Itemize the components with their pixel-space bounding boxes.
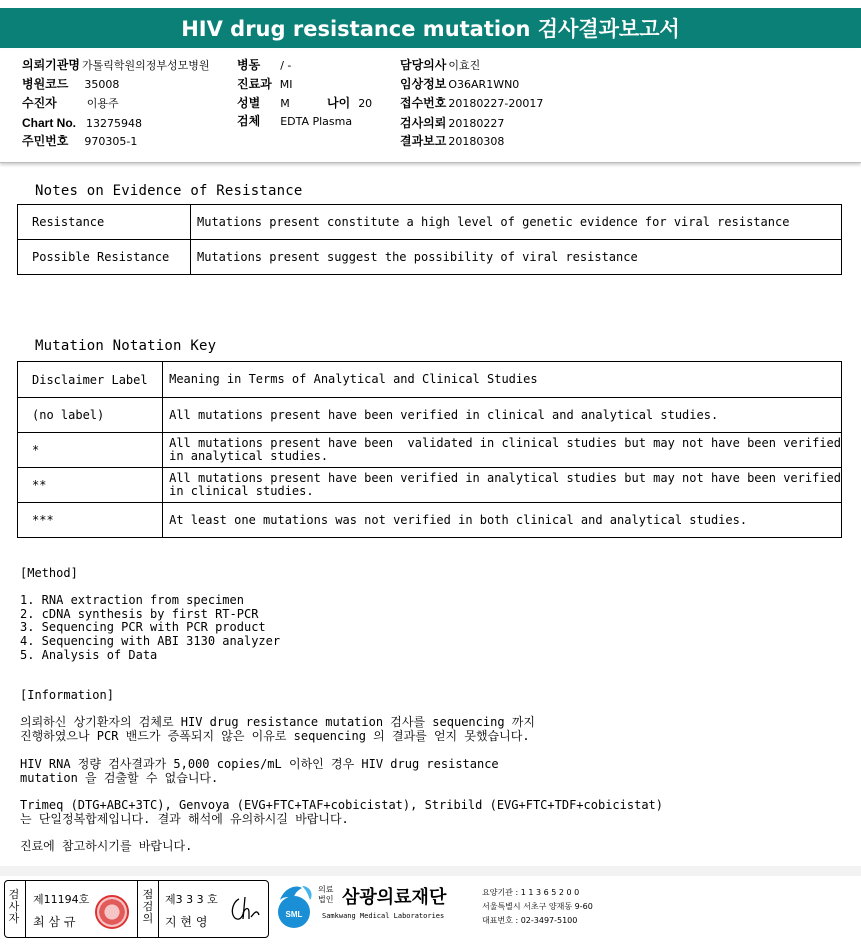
receipt-no-field: 접수번호 20180227-20017: [400, 96, 544, 110]
report-title: HIV drug resistance mutation 검사결과보고서: [0, 8, 861, 48]
patient-info-panel: [0, 50, 861, 163]
report-date-field: 결과보고 20180308: [400, 134, 505, 148]
information-title: [Information]: [20, 688, 114, 702]
signature-box: [4, 880, 269, 938]
resident-no-field: 주민번호 970305-1: [22, 134, 138, 148]
evidence-label: Resistance: [18, 205, 191, 240]
table-row: [18, 362, 842, 398]
method-step: 2. cDNA synthesis by first RT-PCR: [20, 607, 259, 621]
notation-text: At least one mutations was not verified in both clinical and analytical studies.: [163, 503, 842, 538]
chart-no-field: Chart No. 13275948: [22, 116, 142, 130]
notation-text: All mutations present have been verified in analytical studies but may not have been verified in clinical studies.: [163, 468, 842, 503]
method-step: 1. RNA extraction from specimen: [20, 593, 244, 607]
request-date-field: 검사의뢰 20180227: [400, 116, 505, 130]
sex-field: 성별 M: [237, 96, 290, 110]
hospital-code-field: 병원코드 35008: [22, 77, 120, 91]
samkwang-logo-block: [272, 880, 861, 936]
evidence-text: Mutations present constitute a high level of genetic evidence for viral resistance: [191, 205, 842, 240]
information-paragraph: 진료에 참고하시기를 바랍니다.: [20, 839, 193, 853]
logo-text: SML: [285, 910, 303, 919]
table-row: [18, 398, 842, 433]
notation-label: Disclaimer Label: [18, 362, 163, 398]
method-step: 5. Analysis of Data: [20, 648, 158, 662]
phone: 대표번호 : 02-3497-5100: [482, 916, 578, 925]
org-contact: [482, 886, 593, 928]
divider: [158, 881, 159, 937]
divider: [137, 881, 138, 937]
org-name: 삼광의료재단: [342, 887, 447, 908]
reviewer-name: 지 현 영: [165, 915, 208, 929]
notation-section-title: Mutation Notation Key: [35, 338, 217, 354]
evidence-label: Possible Resistance: [18, 240, 191, 275]
org-name-en: Samkwang Medical Laboratories: [322, 912, 445, 920]
divider: [25, 881, 26, 937]
notation-label: **: [18, 468, 163, 503]
table-row: [18, 205, 842, 240]
sml-logo-icon: [272, 882, 318, 930]
department-field: 진료과 MI: [237, 77, 293, 91]
table-row: [18, 468, 842, 503]
table-row: [18, 433, 842, 468]
notation-label: (no label): [18, 398, 163, 433]
examiner-name: 최 삼 규: [33, 915, 76, 929]
institution-no: 요양기관 : 1 1 3 6 5 2 0 0: [482, 888, 580, 897]
information-paragraph: Trimeq (DTG+ABC+3TC), Genvoya (EVG+FTC+TAF+cobicistat), Stribild (EVG+FTC+TDF+cobicistat) 는 단일정복합제입니다. 결과 해석에 유의하시길 바랍니다.: [20, 798, 663, 826]
method-title: [Method]: [20, 566, 78, 580]
ward-field: 병동 / -: [237, 58, 292, 72]
reviewer-license: 제3 3 3 호: [165, 893, 218, 906]
notation-text: All mutations present have been verified in clinical and analytical studies.: [163, 398, 842, 433]
examiner-label: 검사자: [8, 888, 20, 925]
signature-icon: [227, 893, 261, 925]
table-row: [18, 503, 842, 538]
footer-separator: [0, 866, 861, 876]
notation-text: All mutations present have been validated in clinical studies but may not have been verified in analytical studies.: [163, 433, 842, 468]
table-row: [18, 240, 842, 275]
age-field: 나이 20: [327, 96, 373, 110]
examiner-license: 제11194호: [33, 893, 90, 906]
notation-label: ***: [18, 503, 163, 538]
clinical-info-field: 임상정보 O36AR1WN0: [400, 77, 520, 91]
examiner-seal-icon: [95, 895, 129, 929]
evidence-text: Mutations present suggest the possibility of viral resistance: [191, 240, 842, 275]
evidence-table: [17, 204, 842, 275]
specimen-field: 검체 EDTA Plasma: [237, 114, 353, 128]
org-type: 의료 법인: [318, 885, 334, 904]
doctor-field: 담당의사 이효진: [400, 58, 481, 72]
evidence-section-title: Notes on Evidence of Resistance: [35, 183, 303, 199]
patient-field: 수진자 이용주: [22, 96, 119, 110]
address: 서울특별시 서초구 양재동 9-60: [482, 902, 593, 911]
notation-text: Meaning in Terms of Analytical and Clinical Studies: [163, 362, 842, 398]
method-step: 3. Sequencing PCR with PCR product: [20, 620, 266, 634]
reviewer-label: 점검의: [142, 888, 154, 925]
information-paragraph: HIV RNA 정량 검사결과가 5,000 copies/mL 이하인 경우 HIV drug resistance mutation 을 검출할 수 없습니다.: [20, 757, 499, 785]
notation-label: *: [18, 433, 163, 468]
information-paragraph: 의뢰하신 상기환자의 검체로 HIV drug resistance mutation 검사를 sequencing 까지 진행하였으나 PCR 밴드가 증폭되지 않은 이유로 sequencing 의 결과를 얻지 못했습니다.: [20, 715, 535, 743]
method-step: 4. Sequencing with ABI 3130 analyzer: [20, 634, 281, 648]
institution-field: 의뢰기관명 가톨릭학원의정부성모병원: [22, 58, 210, 72]
notation-table: [17, 361, 842, 538]
